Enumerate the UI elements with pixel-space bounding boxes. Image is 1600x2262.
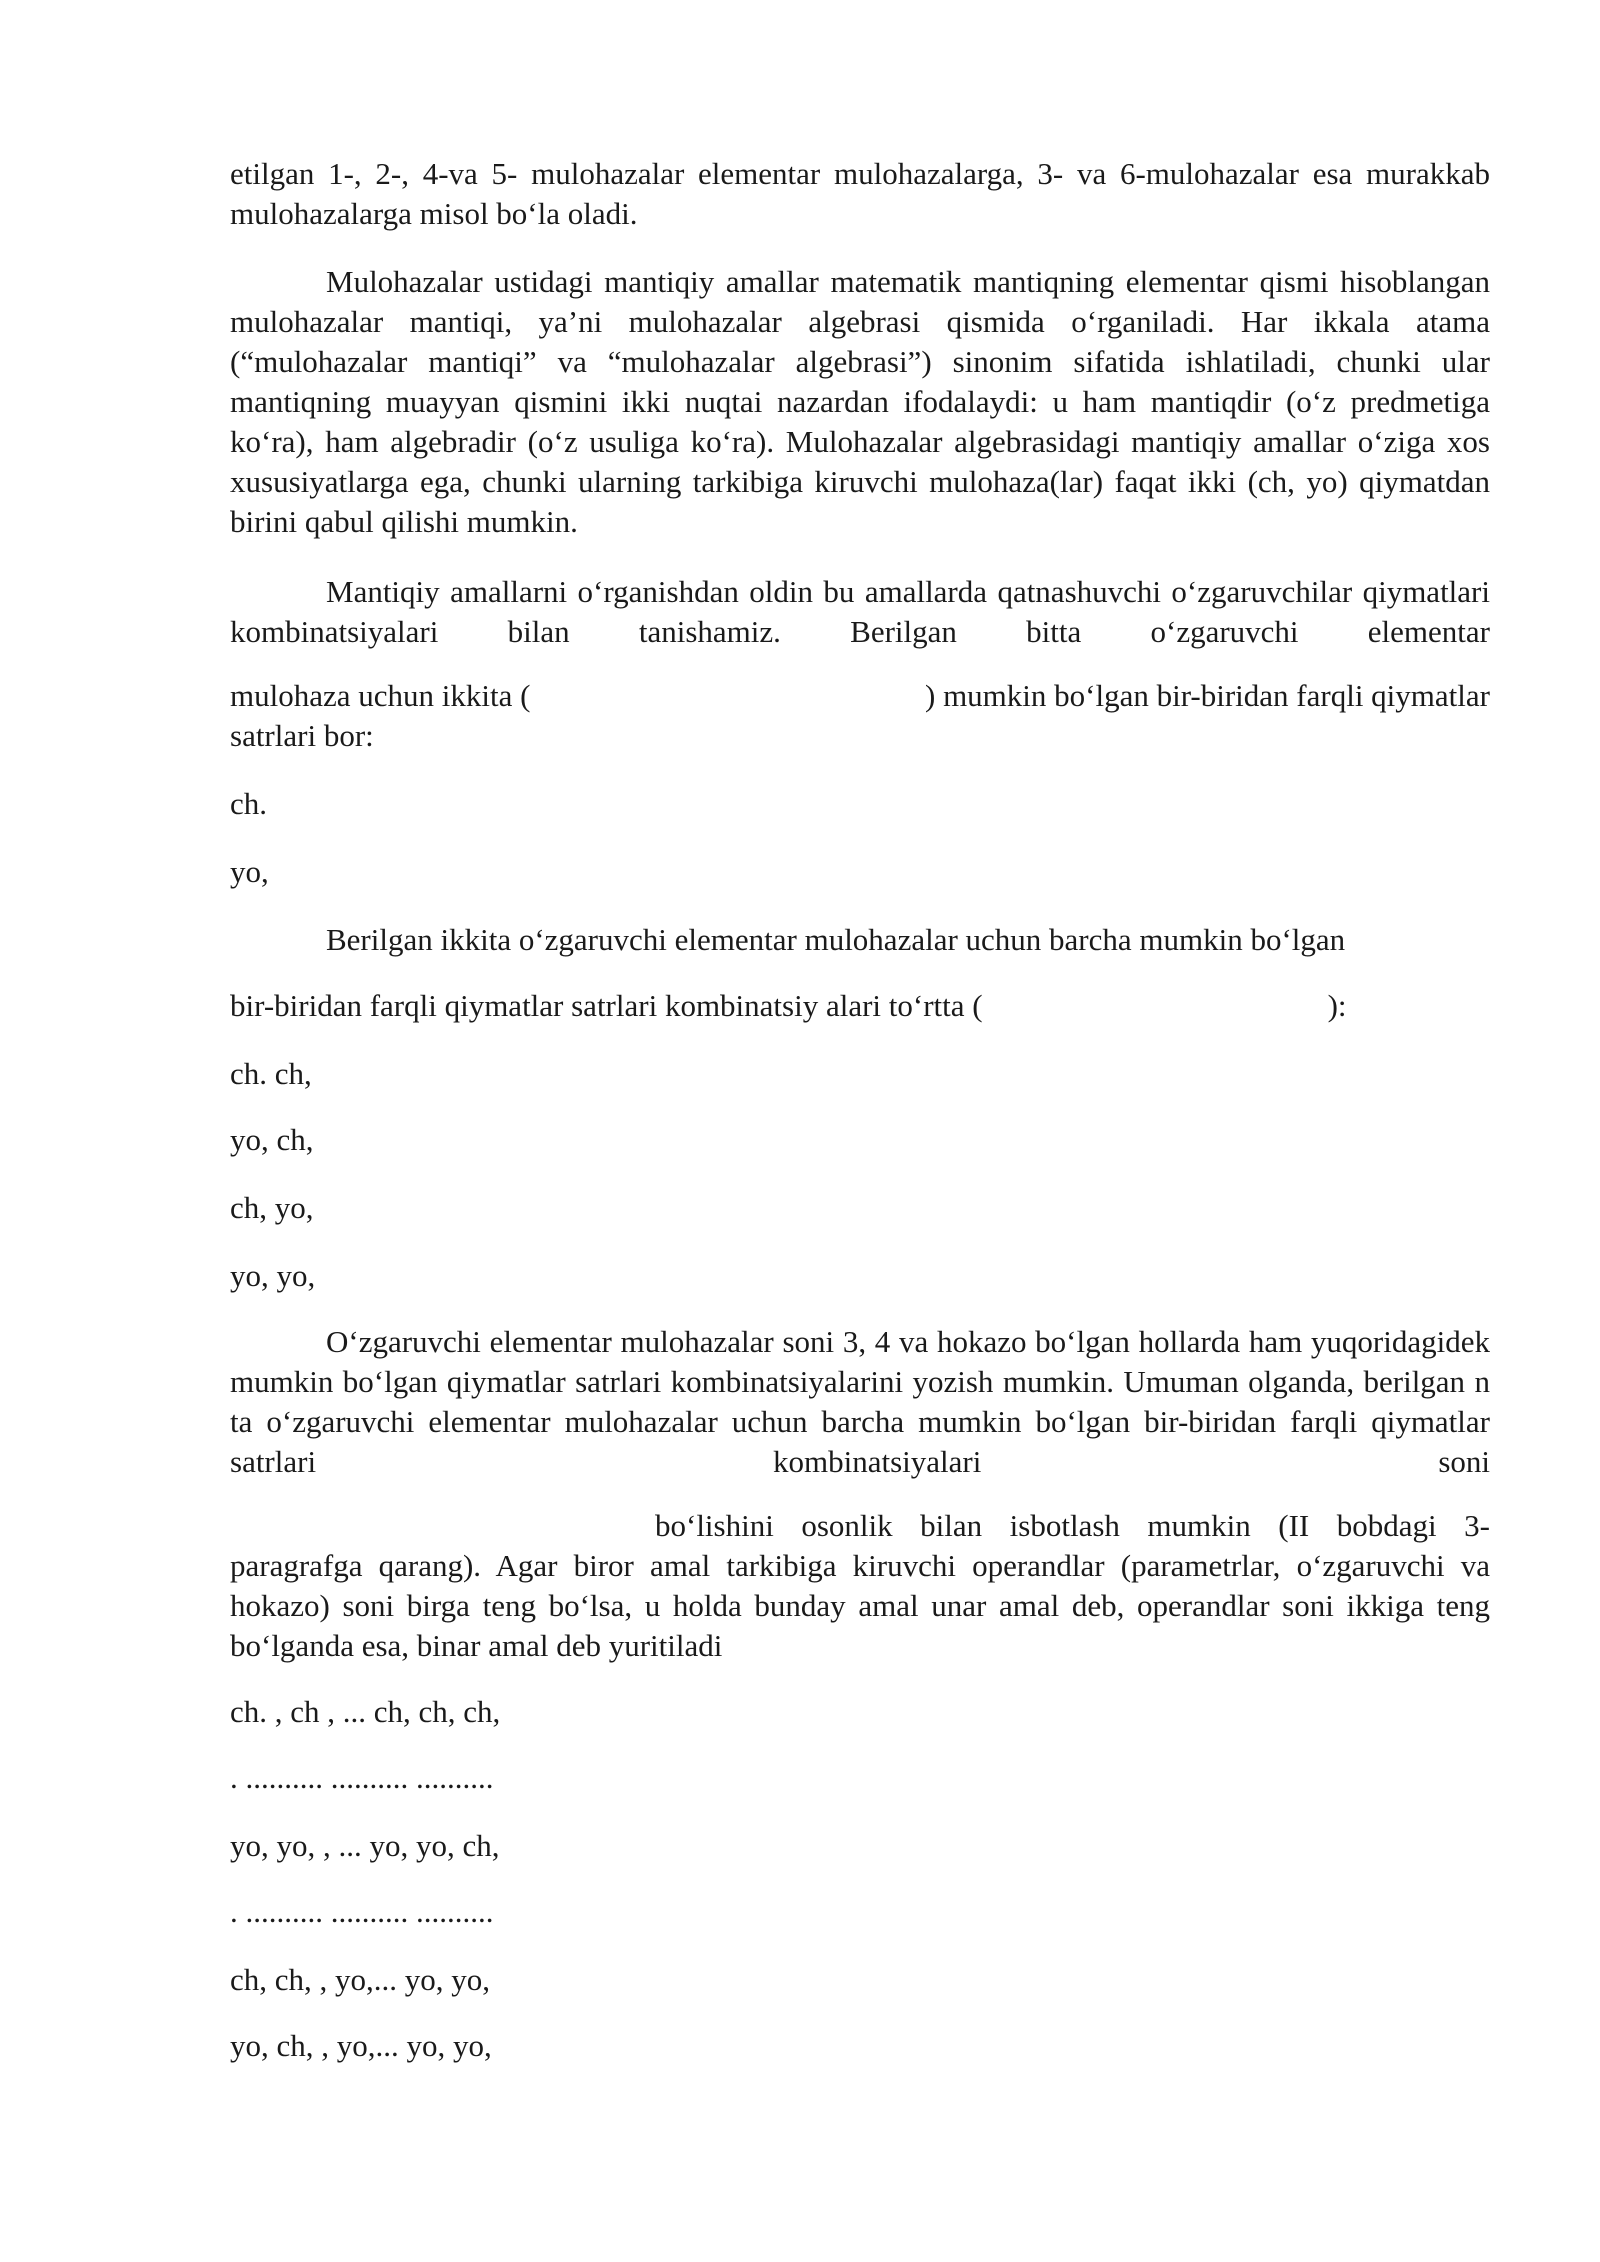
- four-combinations-text-end: ):: [1327, 988, 1347, 1023]
- value-row: . .......... .......... ..........: [230, 1894, 494, 1929]
- paragraph-two-variables: Berilgan ikkita o‘zgaruvchi elementar mulohazalar uchun barcha mumkin bo‘lgan: [326, 922, 1346, 957]
- paragraph-combinations-intro: Mantiqiy amallarni o‘rganishdan oldin bu amallarda qatnashuvchi o‘zgaruvchilar qiymatlari kombinatsiyalari bilan tanishamiz. Berilgan bitta o‘zgaruvchi elementar: [230, 574, 1490, 649]
- one-variable-text-tail: satrlari bor:: [230, 718, 374, 753]
- one-variable-text-start: mulohaza uchun ikkita (: [230, 678, 531, 713]
- paragraph-n-variables: O‘zgaruvchi elementar mulohazalar soni 3, 4 va hokazo bo‘lgan hollarda ham yuqoridagidek mumkin bo‘lgan qiymatlar satrlari kombinatsiyalarini yozish mumkin. Umuman olganda, berilgan n ta o‘zgaruvchi elementar mulohazalar uchun barcha mumkin bo‘lgan bir-biridan farqli qiymatlar satrlari kombinatsiyalari soni: [230, 1324, 1490, 1479]
- value-row: yo,: [230, 854, 269, 889]
- value-row: ch. ch,: [230, 1056, 312, 1091]
- value-row: ch, ch, , yo,... yo, yo,: [230, 1962, 491, 1997]
- paragraph-intro: etilgan 1-, 2-, 4-va 5- mulohazalar elementar mulohazalarga, 3- va 6-mulohazalar esa murakkab mulohazalarga misol bo‘la oladi.: [230, 156, 1490, 231]
- unary-binary-text-rest: paragrafga qarang). Agar biror amal tarkibiga kiruvchi operandlar (parametrlar, o‘zgaruvchi va hokazo) soni birga teng bo‘lsa, u holda bunday amal unar amal deb, operandlar soni ikkiga teng bo‘lganda esa, binar amal deb yuritiladi: [230, 1548, 1490, 1663]
- value-row: ch.: [230, 786, 268, 821]
- value-row: yo, yo, , ... yo, yo, ch,: [230, 1828, 500, 1863]
- value-row: ch, yo,: [230, 1190, 314, 1225]
- four-combinations-text-start: bir-biridan farqli qiymatlar satrlari kombinatsiy alari to‘rtta (: [230, 988, 983, 1023]
- paragraph-four-combinations: [230, 986, 1490, 1026]
- value-row: ch. , ch , ... ch, ch, ch,: [230, 1694, 501, 1729]
- paragraph-unary-binary: [230, 1506, 1490, 1666]
- paragraph-logic-operations: Mulohazalar ustidagi mantiqiy amallar matematik mantiqning elementar qismi hisoblangan mulohazalar mantiqi, ya’ni mulohazalar algebrasi qismida o‘rganiladi. Har ikkala atama (“mulohazalar mantiqi” va “mulohazalar algebrasi”) sinonim sifatida ishlatiladi, chunki ular mantiqning muayyan qismini ikki nuqtai nazardan ifodalaydi: u ham mantiqdir (o‘z predmetiga ko‘ra), ham algebradir (o‘z usuliga ko‘ra). Mulohazalar algebrasidagi mantiqiy amallar o‘ziga xos xususiyatlarga ega, chunki ularning tarkibiga kiruvchi mulohaza(lar) faqat ikki (ch, yo) qiymatdan birini qabul qilishi mumkin.: [230, 264, 1490, 539]
- value-row: . .......... .......... ..........: [230, 1760, 494, 1795]
- formula-placeholder: [603, 676, 853, 716]
- paragraph-one-variable: [230, 676, 1490, 756]
- value-row: yo, ch,: [230, 1122, 314, 1157]
- one-variable-text-end: ) mumkin bo‘lgan bir-biridan farqli qiymatlar: [925, 678, 1490, 713]
- value-row: yo, ch, , yo,... yo, yo,: [230, 2028, 492, 2063]
- unary-binary-text-start: bo‘lishini osonlik bilan isbotlash mumkin (II bobdagi 3-: [655, 1508, 1490, 1543]
- value-row: yo, yo,: [230, 1258, 316, 1293]
